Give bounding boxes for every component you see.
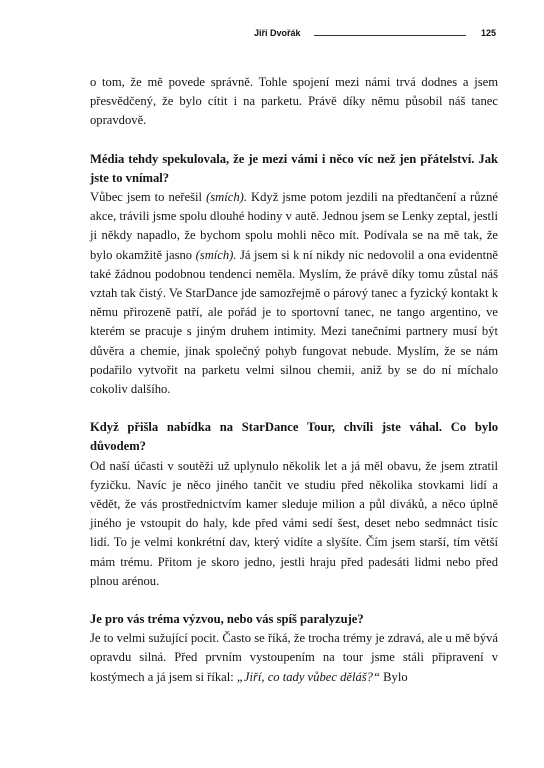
answer-3 [90,629,498,687]
question-3: Je pro vás tréma výzvou, nebo vás spíš paralyzuje? [90,612,364,627]
answer-3-text-b: Bylo [379,669,408,684]
header-rule [314,35,466,36]
answer-1-laugh-1: (smích). [206,190,247,205]
answer-1-text-b: Když jsme potom jezdili na předtančení a různé akce, trávili jsme spolu dlouhé hodiny v autě. Jednou jsem se Lenky zeptal, jestli ji někdy napadlo, že bychom spolu mohli něco mít. Podívala se na mě tak, že bylo okamžitě jasno [90,190,498,262]
answer-1-text-a: Vůbec jsem to neřešil [90,190,207,205]
running-header [254,28,496,42]
intro-paragraph: o tom, že mě povede správně. Tohle spojení mezi námi trvá dodnes a jsem přesvědčený, že bylo cítit i na parketu. Právě díky němu působil náš tanec opravdově. [90,75,498,128]
answer-2: Od naší účasti v soutěži už uplynulo několik let a já měl obavu, že jsem ztratil fyzičku. Navíc je něco jiného tančit ve studiu před několika stovkami lidí a vědět, že vás prostřednictvím kamer sleduje milion a půl diváků, a něco úplně jiného je vstoupit do haly, kde před vámi sedí šest, deset nebo sedmnáct tisíc lidí. To je velmi konkrétní dav, který vidíte a slyšíte. Čím jsem starší, tím větší mám trému. Přitom je skoro jedno, jestli hraju před padesáti lidmi nebo před plnou arénou. [90,458,498,588]
header-author: Jiří Dvořák [254,28,301,38]
main-text [90,73,498,687]
answer-3-text-a: Je to velmi sužující pocit. Často se říká, že trocha trémy je zdravá, ale u mě bývá opravdu silná. Před prvním vystoupením na tour jsme stáli připravení v kostýmech a já jsem si říkal: [90,631,498,684]
answer-3-quote: „Jiří, co tady vůbec děláš?“ [236,669,380,684]
question-2: Když přišla nabídka na StarDance Tour, chvíli jste váhal. Co bylo důvodem? [90,420,498,454]
page-number: 125 [480,28,496,38]
question-1: Média tehdy spekulovala, že je mezi vámi i něco víc než jen přátelství. Jak jste to vnímal? [90,151,498,185]
answer-1 [90,188,498,399]
answer-1-text-c: Já jsem si k ní nikdy nic nedovolil a ona evidentně také žádnou podobnou tendenci neměla. Myslím, že právě díky tomu zůstal náš vztah tak čistý. Ve StarDance jde samozřejmě o párový tanec a fyzický kontakt k němu přirozeně patří, ale pořád je to sportovní tanec, ne tango argentino, ve kterém se pracuje s jiným druhem intimity. Mezi tanečními partnery musí být důvěra a chemie, jinak společný pohyb fungovat nebude. Myslím, že se nám podařilo vytvořit na parketu velmi silnou chemii, aniž by se do ní míchalo cokoliv dalšího. [90,247,498,397]
answer-1-laugh-2: (smích). [195,247,237,262]
